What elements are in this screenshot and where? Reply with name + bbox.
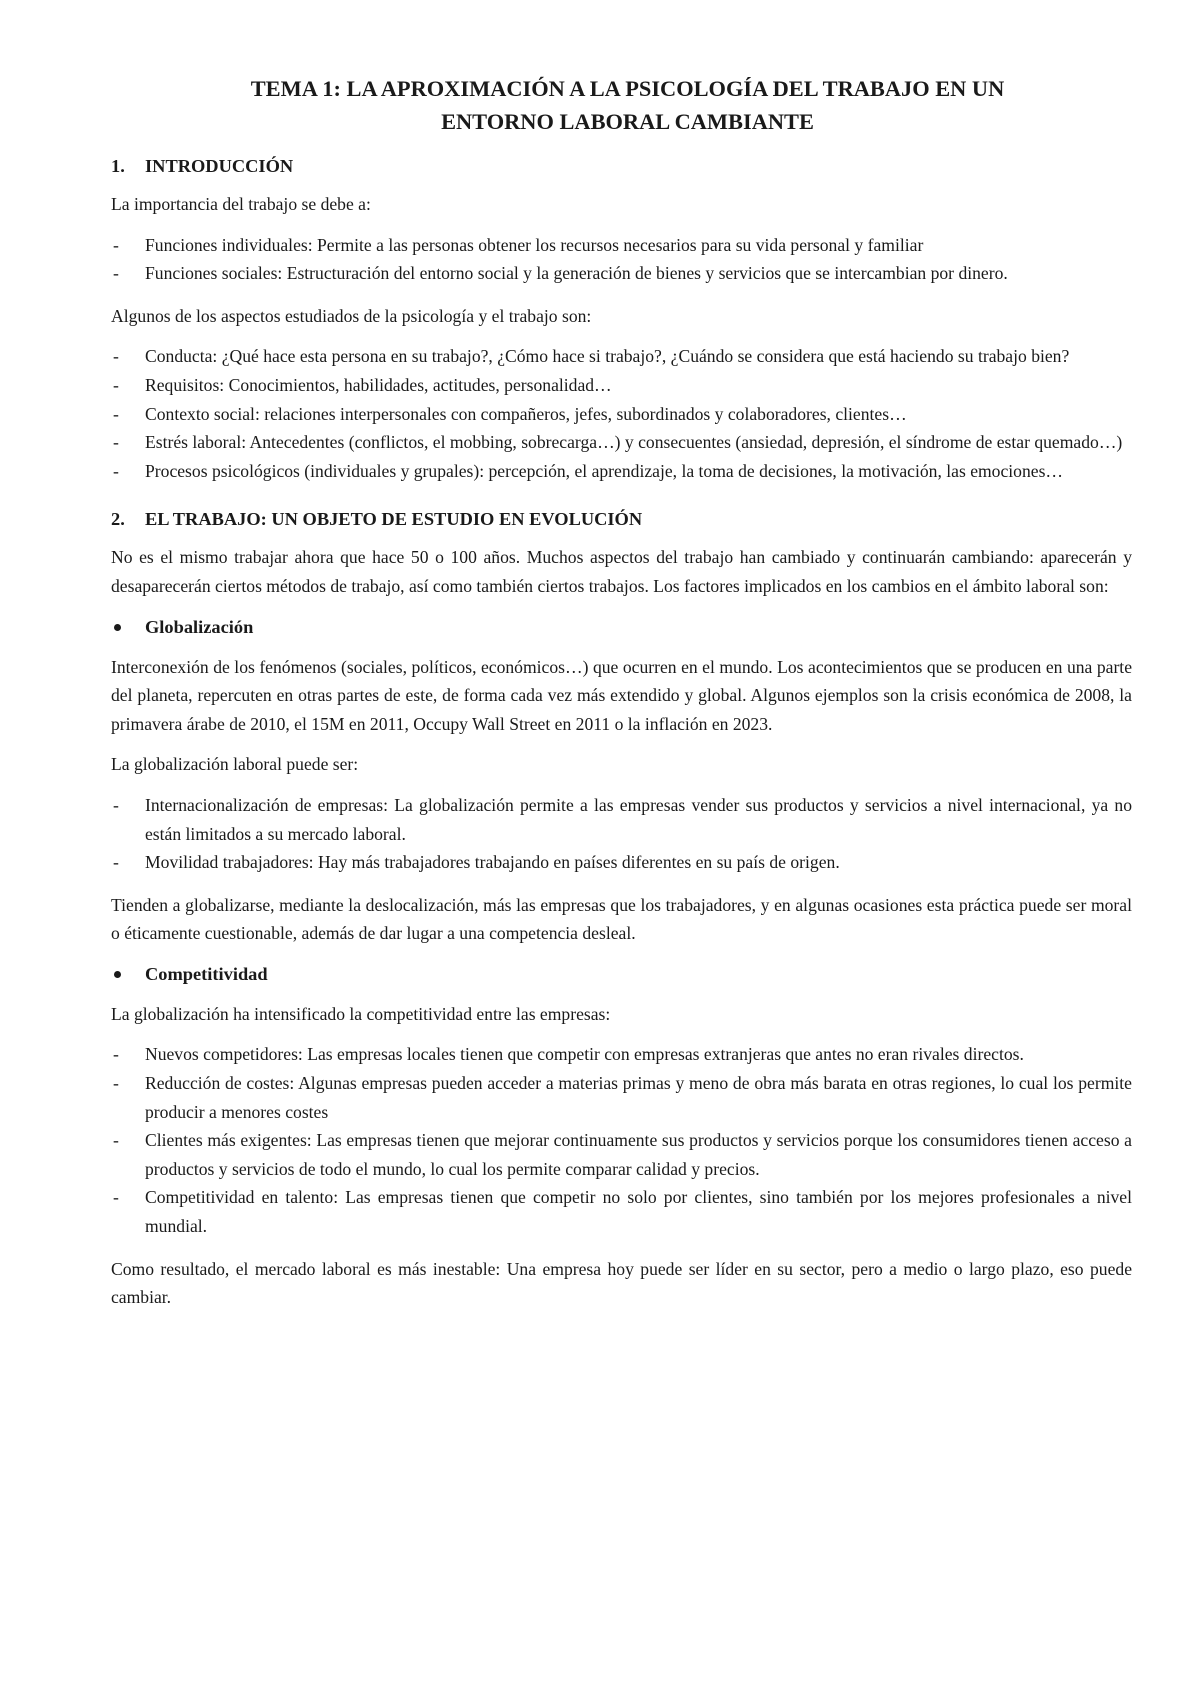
- list-item: - Funciones sociales: Estructuración del entorno social y la generación de bienes y servicios que se intercambian por dinero.: [111, 259, 1132, 288]
- aspects-intro: Algunos de los aspectos estudiados de la psicología y el trabajo son:: [111, 305, 592, 326]
- list-item: - Contexto social: relaciones interpersonales con compañeros, jefes, subordinados y colaboradores, clientes…: [111, 400, 1132, 429]
- list-item: - Requisitos: Conocimientos, habilidades, actitudes, personalidad…: [111, 371, 1132, 400]
- section-2-number: 2.: [111, 509, 125, 530]
- list-item: - Competitividad en talento: Las empresas tienen que competir no solo por clientes, sino también por los mejores profesionales a nivel mundial.: [111, 1183, 1132, 1240]
- document-title: [111, 72, 1132, 138]
- competitiveness-heading: [111, 960, 1132, 988]
- bullet-icon: [114, 971, 121, 978]
- title-line-2: ENTORNO LABORAL CAMBIANTE: [441, 109, 814, 134]
- competitiveness-closing: Como resultado, el mercado laboral es más inestable: Una empresa hoy puede ser líder en su sector, pero a medio o largo plazo, eso puede cambiar.: [111, 1258, 1132, 1308]
- competitiveness-title: Competitividad: [145, 963, 268, 984]
- list-item: - Reducción de costes: Algunas empresas pueden acceder a materias primas y meno de obra más barata en otras regiones, lo cual los permite producir a menores costes: [111, 1069, 1132, 1126]
- competitiveness-intro: La globalización ha intensificado la competitividad entre las empresas:: [111, 1003, 611, 1024]
- section-2-title: EL TRABAJO: UN OBJETO DE ESTUDIO EN EVOLUCIÓN: [145, 509, 643, 530]
- list-item: - Internacionalización de empresas: La globalización permite a las empresas vender sus productos y servicios a nivel internacional, ya no están limitados a su mercado laboral.: [111, 791, 1132, 848]
- section-2-intro: No es el mismo trabajar ahora que hace 50 o 100 años. Muchos aspectos del trabajo han cambiado y continuarán cambiando: aparecerán y desaparecerán ciertos métodos de trabajo, así como también ciertos trabajos. Los factores implicados en los cambios en el ámbito laboral son:: [111, 547, 1132, 596]
- globalization-heading: [111, 613, 1132, 641]
- list-item: - Clientes más exigentes: Las empresas tienen que mejorar continuamente sus productos y servicios porque los consumidores tienen acceso a productos y servicios de todo el mundo, lo cual los permite comparar calidad y precios.: [111, 1126, 1132, 1183]
- section-1-title: INTRODUCCIÓN: [145, 156, 294, 176]
- list-item: - Movilidad trabajadores: Hay más trabajadores trabajando en países diferentes en su país de origen.: [111, 848, 1132, 877]
- globalization-types-intro: La globalización laboral puede ser:: [111, 754, 359, 775]
- list-item: - Funciones individuales: Permite a las personas obtener los recursos necesarios para su vida personal y familiar: [111, 231, 1132, 260]
- globalization-title: Globalización: [145, 616, 254, 637]
- list-item: - Procesos psicológicos (individuales y grupales): percepción, el aprendizaje, la toma de decisiones, la motivación, las emociones…: [111, 457, 1132, 486]
- bullet-icon: [114, 624, 121, 631]
- globalization-types-list: [111, 791, 1132, 877]
- section-1-intro: La importancia del trabajo se debe a:: [111, 194, 371, 214]
- globalization-paragraph: Interconexión de los fenómenos (sociales, políticos, económicos…) que ocurren en el mundo. Los acontecimientos que se producen en una parte del planeta, repercuten en otras partes de este, de forma cada vez más extendido y global. Algunos ejemplos son la crisis económica de 2008, la primavera árabe de 2010, el 15M en 2011, Occupy Wall Street en 2011 o la inflación en 2023.: [111, 656, 1132, 734]
- aspects-list: [111, 342, 1132, 485]
- section-1-heading: [111, 152, 1132, 180]
- list-item: - Estrés laboral: Antecedentes (conflictos, el mobbing, sobrecarga…) y consecuentes (ansiedad, depresión, el síndrome de estar quemado…): [111, 428, 1132, 457]
- functions-list: [111, 231, 1132, 288]
- competitiveness-list: [111, 1040, 1132, 1240]
- title-line-1: TEMA 1: LA APROXIMACIÓN A LA PSICOLOGÍA DEL TRABAJO EN UN: [250, 76, 1005, 101]
- globalization-closing: Tienden a globalizarse, mediante la deslocalización, más las empresas que los trabajadores, y en algunas ocasiones esta práctica puede ser moral o éticamente cuestionable, además de dar lugar a una competencia desleal.: [111, 894, 1132, 944]
- section-2-heading: [111, 505, 1132, 533]
- section-1-number: 1.: [111, 156, 125, 176]
- list-item: - Conducta: ¿Qué hace esta persona en su trabajo?, ¿Cómo hace si trabajo?, ¿Cuándo se considera que está haciendo su trabajo bien?: [111, 342, 1132, 371]
- list-item: - Nuevos competidores: Las empresas locales tienen que competir con empresas extranjeras que antes no eran rivales directos.: [111, 1040, 1132, 1069]
